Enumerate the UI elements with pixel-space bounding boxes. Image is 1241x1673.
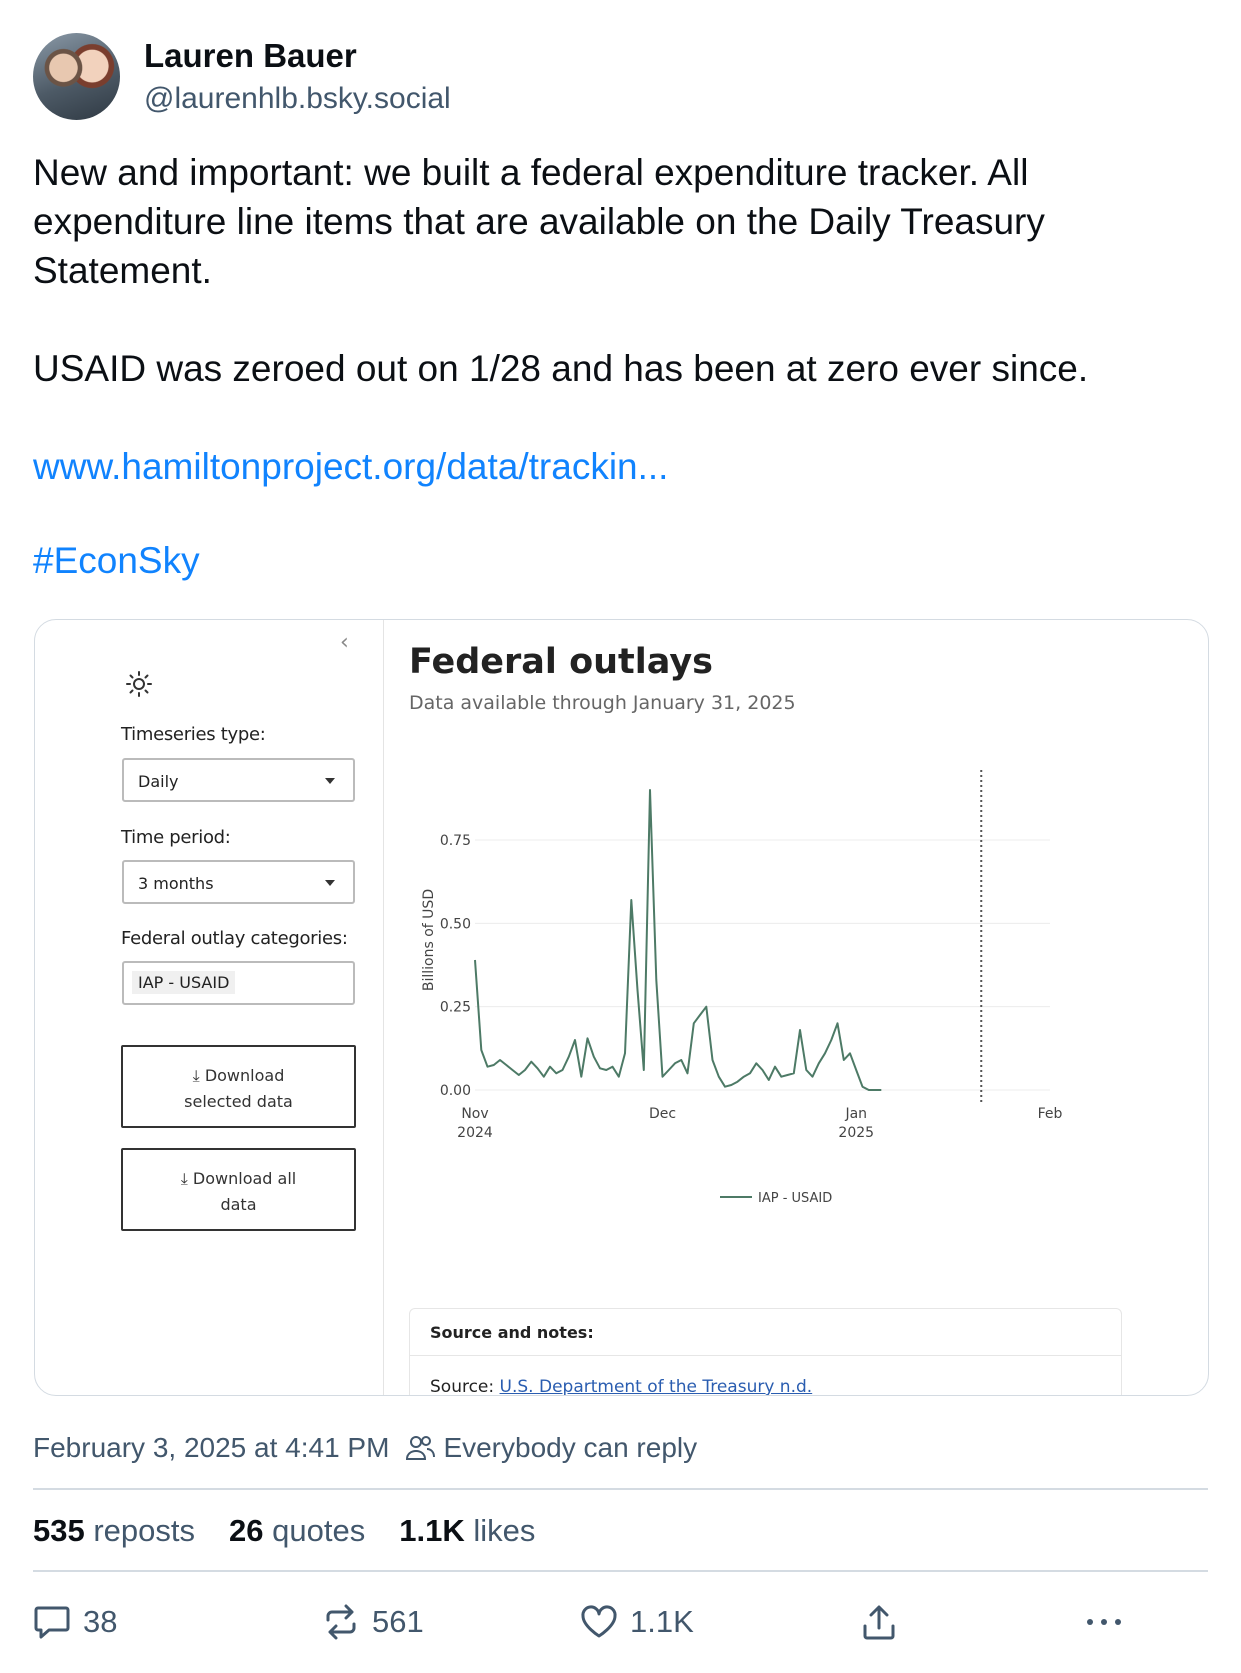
ellipsis-icon [1084, 1604, 1124, 1640]
sun-icon[interactable] [125, 670, 153, 698]
reply-icon [33, 1604, 71, 1640]
line-chart[interactable] [385, 770, 1105, 1240]
repost-icon [322, 1604, 360, 1640]
post-paragraph: New and important: we built a federal expenditure tracker. All expenditure line items that are available on the Daily Treasury Statement. [33, 152, 1045, 291]
like-count: 1.1K [630, 1604, 694, 1639]
period-label: Time period: [121, 827, 231, 848]
post-header [33, 33, 451, 120]
divider [33, 1488, 1208, 1490]
divider [33, 1570, 1208, 1572]
categories-select[interactable] [122, 961, 355, 1005]
post-text [33, 148, 1213, 585]
reposts-stat[interactable]: 535 reposts [33, 1513, 196, 1548]
share-icon [860, 1604, 898, 1642]
notes-heading: Source and notes: [430, 1323, 594, 1342]
timeseries-select[interactable] [122, 758, 355, 802]
category-tag[interactable]: IAP - USAID [132, 971, 235, 994]
download-selected-label: Download [204, 1066, 285, 1085]
chart-title: Federal outlays [409, 642, 713, 682]
more-options-button[interactable] [1084, 1604, 1136, 1640]
post-link[interactable]: www.hamiltonproject.org/data/trackin... [33, 446, 669, 487]
period-select[interactable] [122, 860, 355, 904]
handle[interactable]: @laurenhlb.bsky.social [144, 81, 451, 115]
y-axis-label: Billions of USD [421, 888, 437, 992]
timeseries-value: Daily [138, 772, 179, 791]
y-tick-label: 0.50 [439, 916, 471, 933]
x-tick-label: Jan [845, 1106, 868, 1122]
x-tick-label: Feb [1037, 1106, 1063, 1122]
download-selected-button[interactable] [121, 1045, 356, 1128]
categories-label: Federal outlay categories: [121, 928, 348, 949]
chart-pane [385, 620, 1209, 1396]
download-selected-label-2: selected data [184, 1092, 293, 1111]
quotes-stat[interactable]: 26 quotes [229, 1513, 366, 1548]
x-tick-label: Nov [461, 1106, 489, 1122]
period-value: 3 months [138, 874, 214, 893]
y-tick-label: 0.75 [439, 833, 471, 849]
heart-icon [580, 1604, 618, 1640]
download-all-label: Download all [192, 1169, 297, 1188]
source-label: Source: [430, 1377, 495, 1396]
likes-stat[interactable]: 1.1K likes [399, 1513, 536, 1548]
timestamp[interactable]: February 3, 2025 at 4:41 PM [33, 1432, 390, 1463]
people-icon [405, 1434, 435, 1462]
download-all-label-2: data [220, 1195, 257, 1214]
y-tick-label: 0.00 [439, 1083, 471, 1099]
source-link[interactable]: U.S. Department of the Treasury n.d. [499, 1377, 813, 1396]
repost-button[interactable] [322, 1604, 424, 1640]
like-button[interactable] [580, 1604, 694, 1640]
legend-label: IAP - USAID [758, 1191, 833, 1206]
series-line [475, 790, 881, 1090]
display-name[interactable]: Lauren Bauer [144, 36, 357, 74]
engagement-stats [33, 1513, 569, 1549]
notes-source [430, 1377, 812, 1396]
source-notes [409, 1308, 1122, 1396]
y-tick-label: 0.25 [439, 999, 471, 1016]
x-tick-label: 2024 [457, 1125, 493, 1141]
chart-subtitle: Data available through January 31, 2025 [409, 692, 796, 714]
author-names [144, 36, 451, 118]
hashtag-link[interactable]: #EconSky [33, 540, 200, 581]
share-button[interactable] [860, 1604, 910, 1642]
reply-button[interactable] [33, 1604, 117, 1640]
avatar[interactable] [33, 33, 120, 120]
x-tick-label: 2025 [838, 1125, 875, 1141]
post-meta [33, 1432, 697, 1464]
caret-down-icon [325, 880, 335, 886]
post-paragraph: USAID was zeroed out on 1/28 and has been at zero ever since. [33, 348, 1089, 389]
dashboard-sidebar [35, 620, 384, 1396]
download-all-button[interactable] [121, 1148, 356, 1231]
timeseries-label: Timeseries type: [121, 724, 266, 745]
reply-count: 38 [83, 1604, 118, 1639]
embedded-screenshot[interactable] [34, 619, 1209, 1396]
reply-setting[interactable]: Everybody can reply [443, 1432, 698, 1463]
download-icon: ⤓ [180, 1169, 188, 1188]
download-icon: ⤓ [192, 1066, 200, 1085]
chevron-left-icon[interactable]: ‹ [340, 630, 349, 655]
caret-down-icon [325, 778, 335, 784]
x-tick-label: Dec [648, 1106, 677, 1122]
repost-count: 561 [372, 1604, 424, 1639]
action-bar [0, 1604, 1241, 1654]
